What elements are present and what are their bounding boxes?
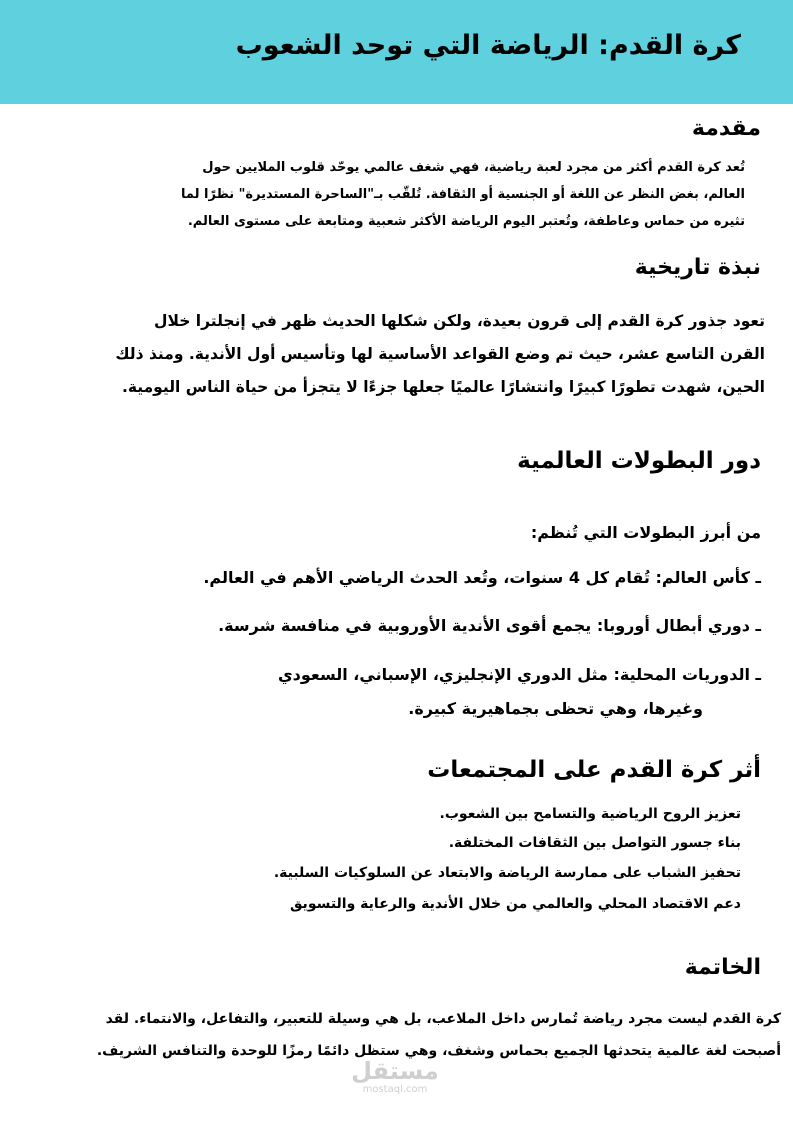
tournament-item: ـ دوري أبطال أوروبا: يجمع أقوى الأندية الأوروبية في منافسة شرسة. — [218, 616, 761, 635]
intro-line-2: العالم، بغض النظر عن اللغة أو الجنسية أو الثقافة. تُلقّب بـ"الساحرة المستديرة" نظرًا لما — [181, 187, 745, 202]
impact-line: تحفيز الشباب على ممارسة الرياضة والابتعاد عن السلوكيات السلبية. — [273, 865, 741, 881]
history-heading: نبذة تاريخية — [634, 255, 761, 280]
tournaments-intro: من أبرز البطولات التي تُنظم: — [530, 523, 761, 542]
impact-line: تعزيز الروح الرياضية والتسامح بين الشعوب. — [439, 806, 741, 822]
page-title: كرة القدم: الرياضة التي توحد الشعوب — [235, 30, 741, 61]
tournament-item: ـ الدوريات المحلية: مثل الدوري الإنجليزي، الإسباني، السعودي — [278, 665, 761, 684]
intro-line-1: تُعد كرة القدم أكثر من مجرد لعبة رياضية، فهي شغف عالمي يوحّد قلوب الملايين حول — [202, 160, 745, 175]
history-line-2: القرن التاسع عشر، حيث تم وضع القواعد الأساسية لها وتأسيس أول الأندية. ومنذ ذلك — [115, 345, 765, 363]
tournament-item: ـ كأس العالم: تُقام كل 4 سنوات، وتُعد الحدث الرياضي الأهم في العالم. — [203, 568, 761, 587]
conclusion-heading: الخاتمة — [684, 955, 761, 980]
watermark — [340, 1058, 450, 1096]
watermark-logo: مستقل — [351, 1057, 439, 1085]
intro-heading: مقدمة — [691, 116, 761, 141]
impact-heading: أثر كرة القدم على المجتمعات — [427, 757, 761, 783]
watermark-url: mostaql.com — [362, 1084, 428, 1095]
impact-line: بناء جسور التواصل بين الثقافات المختلفة. — [448, 835, 741, 851]
intro-line-3: تثيره من حماس وعاطفة، وتُعتبر اليوم الرياضة الأكثر شعبية ومتابعة على مستوى العالم. — [187, 214, 745, 229]
conclusion-line-2: أصبحت لغة عالمية يتحدثها الجميع بحماس وشغف، وهي ستظل دائمًا رمزًا للوحدة والتنافس الشريف. — [96, 1043, 781, 1059]
tournaments-heading: دور البطولات العالمية — [517, 448, 761, 474]
history-line-3: الحين، شهدت تطورًا كبيرًا وانتشارًا عالميًا جعلها جزءًا لا يتجزأ من حياة الناس اليومية. — [121, 378, 765, 396]
tournament-item-continuation: وغيرها، وهي تحظى بجماهيرية كبيرة. — [408, 699, 703, 718]
history-line-1: تعود جذور كرة القدم إلى قرون بعيدة، ولكن شكلها الحديث ظهر في إنجلترا خلال — [154, 312, 765, 330]
conclusion-line-1: كرة القدم ليست مجرد رياضة تُمارس داخل الملاعب، بل هي وسيلة للتعبير، والتفاعل، والانتماء. لقد — [105, 1011, 781, 1027]
impact-line: دعم الاقتصاد المحلي والعالمي من خلال الأندية والرعاية والتسويق — [289, 896, 741, 912]
